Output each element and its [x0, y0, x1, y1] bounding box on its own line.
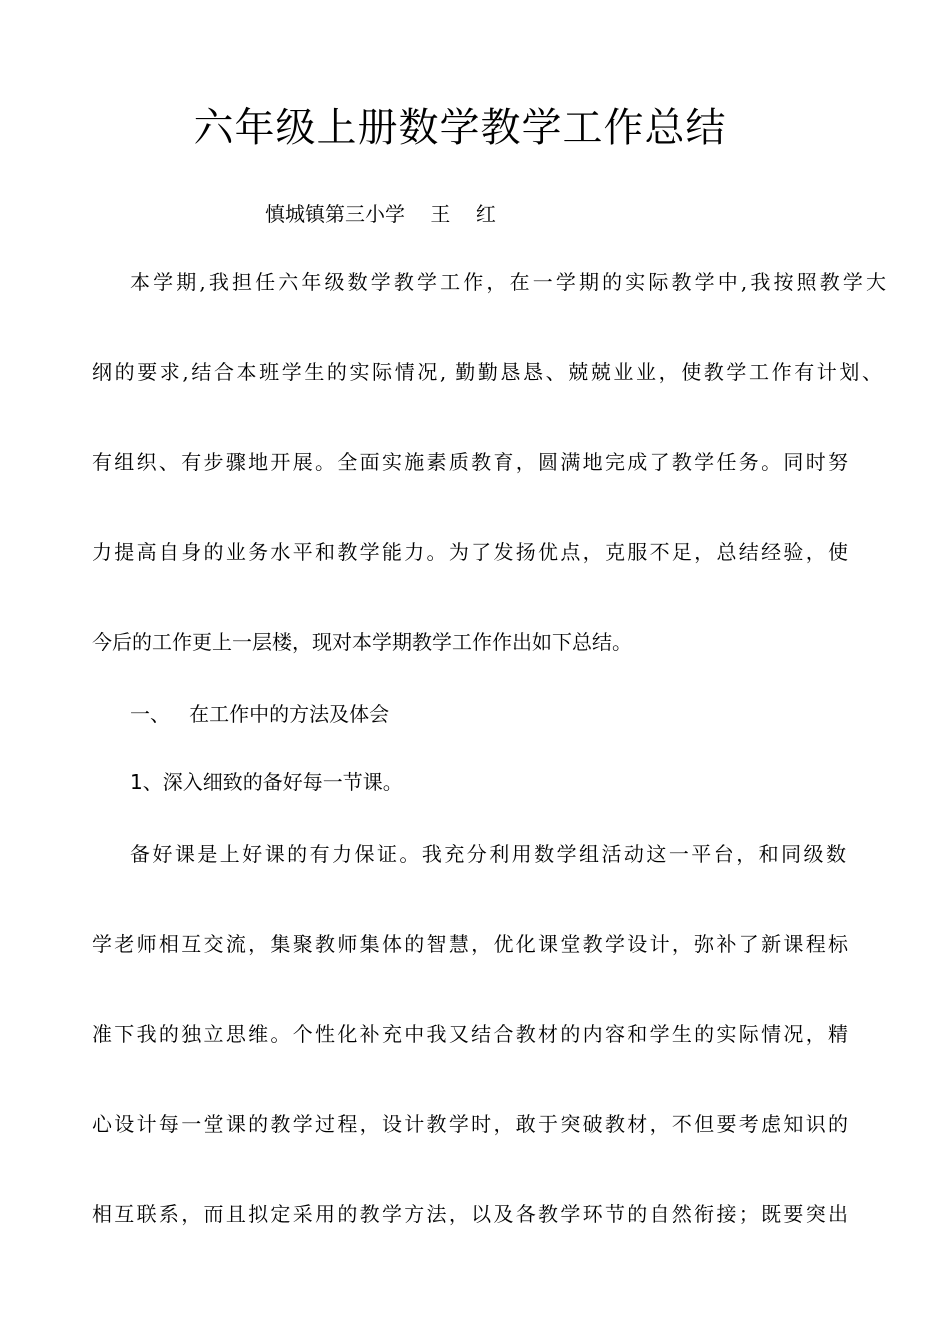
document-title: 六年级上册数学教学工作总结: [193, 105, 727, 151]
paragraph-line: 力提高自身的业务水平和教学能力。为了发扬优点，克服不足，总结经验，使: [92, 540, 848, 564]
paragraph-line: 相互联系，而且拟定采用的教学方法，以及各教学环节的自然衔接；既要突出: [92, 1202, 848, 1226]
paragraph-line: 心设计每一堂课的教学过程，设计教学时，敢于突破教材，不但要考虑知识的: [92, 1112, 848, 1136]
paragraph-line: 本学期,我担任六年级数学教学工作，在一学期的实际教学中,我按照教学大: [130, 270, 886, 294]
subsection-heading: [130, 766, 403, 798]
paragraph-line: 纲的要求,结合本班学生的实际情况, 勤勤恳恳、兢兢业业，使教学工作有计划、: [92, 360, 882, 384]
paragraph-line: 有组织、有步骤地开展。全面实施素质教育，圆满地完成了教学任务。同时努: [92, 450, 848, 474]
paragraph-line: 备好课是上好课的有力保证。我充分利用数学组活动这一平台，和同级数: [130, 842, 846, 866]
paragraph-line: 今后的工作更上一层楼，现对本学期教学工作作出如下总结。: [92, 630, 632, 654]
subsection-number: 1: [130, 770, 143, 794]
author-line: 慎城镇第三小学 王 红: [265, 202, 496, 226]
section-heading: 一、 在工作中的方法及体会: [130, 702, 390, 726]
paragraph-line: 准下我的独立思维。个性化补充中我又结合教材的内容和学生的实际情况，精: [92, 1022, 848, 1046]
subsection-title: 、深入细致的备好每一节课。: [142, 770, 403, 794]
paragraph-line: 学老师相互交流，集聚教师集体的智慧，优化课堂教学设计，弥补了新课程标: [92, 932, 848, 956]
